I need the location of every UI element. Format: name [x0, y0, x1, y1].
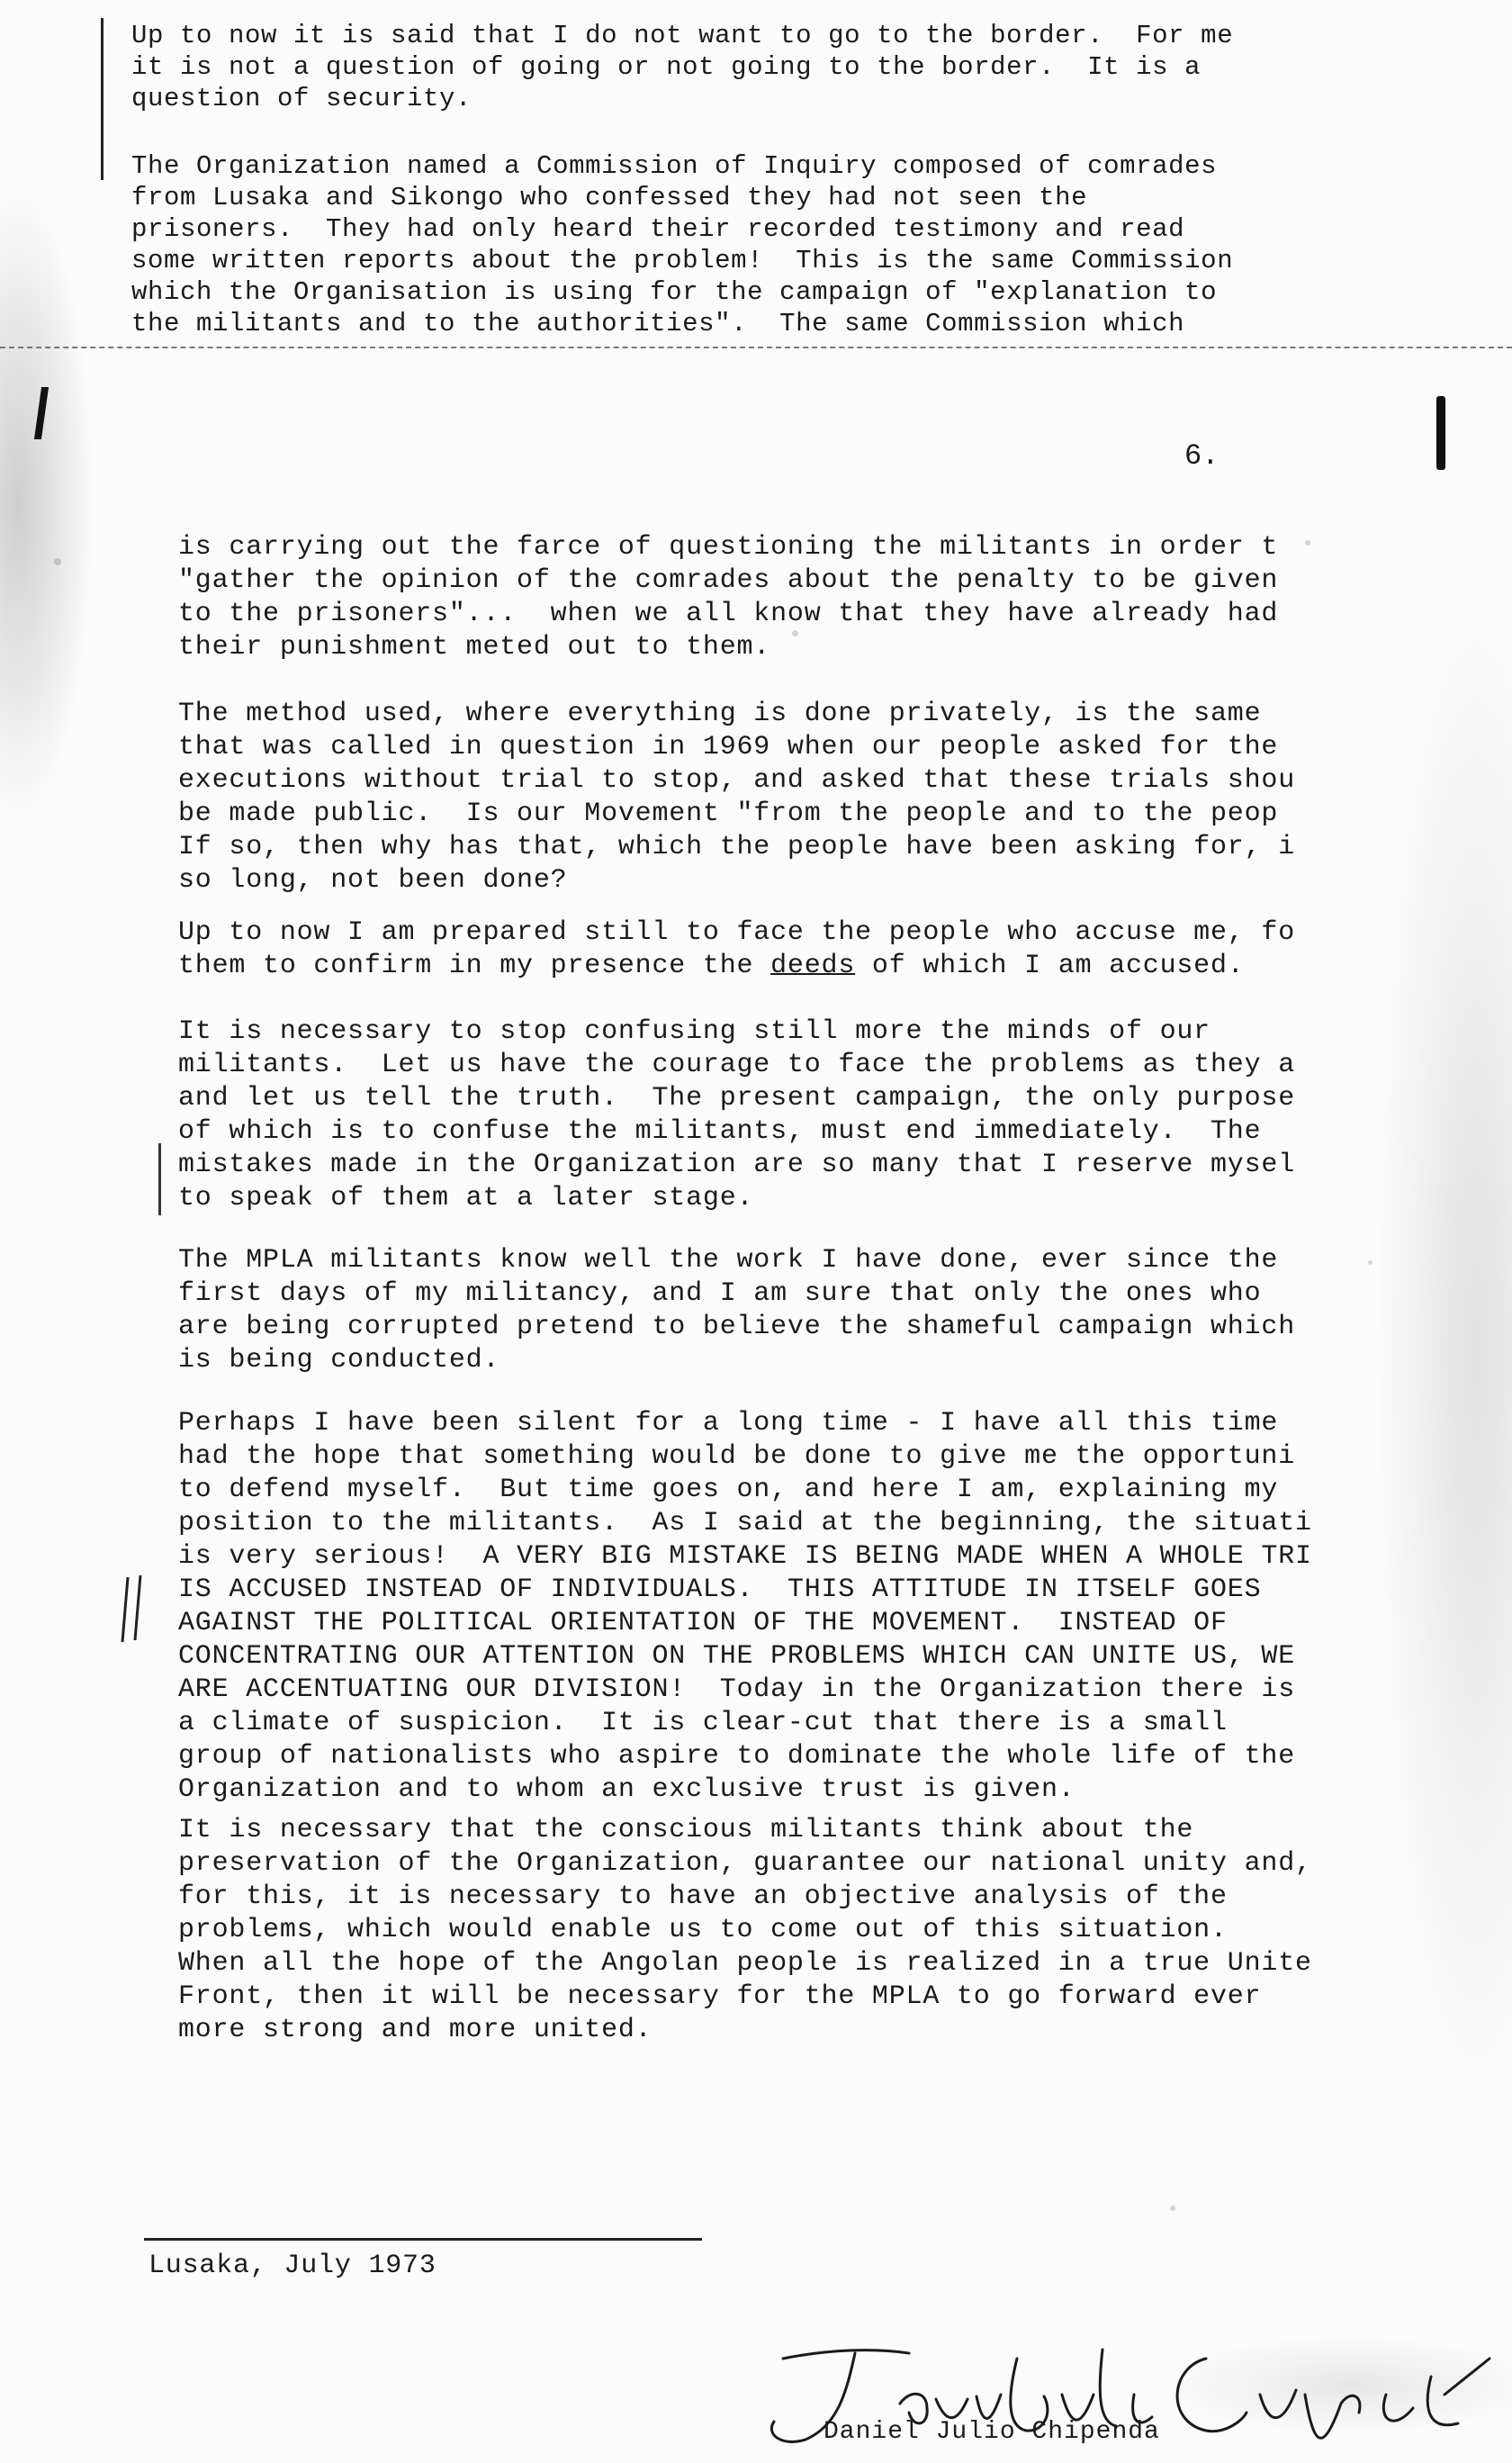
paragraph-2: The method used, where everything is done privately, is the same that was called in question in 1969 when our people asked for the executions without trial to stop, and asked that these trials shou be made public. Is our Movement "from the people and to the peop If so, then why has that, which the people have been asking for, i so long, not been done? — [178, 699, 1295, 896]
margin-handwritten-mark — [117, 1574, 153, 1646]
paste-tear-line — [0, 347, 1512, 354]
top-pasted-strip — [99, 11, 1494, 338]
strip-line: the militants and to the authorities". The same Commission which — [131, 309, 1185, 338]
paragraph-1: is carrying out the farce of questioning the militants in order t "gather the opinion of the comrades about the penalty to be given to the prisoners"... when we all know that they have already had their punishment meted out to them. — [178, 532, 1279, 663]
strip-line: it is not a question of going or not going to the border. It is a — [131, 52, 1202, 82]
caps-emphasis: ARE ACCENTUATING OUR DIVISION! — [178, 1674, 687, 1705]
margin-bracket — [101, 18, 104, 180]
caps-emphasis: A VERY BIG MISTAKE IS BEING MADE WHEN A WHOLE TRI — [482, 1541, 1312, 1572]
paragraph-6: Perhaps I have been silent for a long time - I have all this time had the hope that something would be done to give me the opportuni to defend myself. But time goes on, and here I am, explaining my position to the militants. As I said at the beginning, the situati is very serious! A VERY BIG MISTAKE IS BEING MADE WHEN A WHOLE TRI IS ACCUSED INSTEAD OF INDIVIDUALS. THIS ATTITUDE IN ITSELF GOES AGAINST THE POLITICAL ORIENTATION OF THE MOVEMENT. INSTEAD OF CONCENTRATING OUR ATTENTION ON THE PROBLEMS WHICH CAN UNITE US, WE ARE ACCENTUATING OUR DIVISION! Today in the Organization there is a climate of suspicion. It is clear-cut that there is a small group of nationalists who aspire to dominate the whole life of the Organization and to whom an exclusive trust is given. — [178, 1408, 1312, 1805]
strip-line: some written reports about the problem! This is the same Commission — [131, 246, 1234, 275]
page-number: 6. — [1184, 439, 1220, 473]
scan-speckle — [54, 558, 61, 565]
caps-emphasis: IS ACCUSED INSTEAD OF INDIVIDUALS. THIS ATTITUDE IN ITSELF GOES — [178, 1574, 1262, 1605]
strip-line: question of security. — [131, 84, 472, 113]
strip-line: The Organization named a Commission of Inquiry composed of comrades — [131, 151, 1218, 181]
strip-line: which the Organisation is using for the campaign of "explanation to — [131, 277, 1218, 307]
scan-speckle — [792, 630, 798, 636]
paragraph-7: It is necessary that the conscious militants think about the preservation of the Organization, guarantee our national unity and, for this, it is necessary to have an objective analysis of the problems, which would enable us to come out of this situation. When all the hope of the Angolan people is realized in a true Unite Front, then it will be necessary for the MPLA to go forward ever more strong and more united. — [178, 1815, 1312, 2045]
signature-rule — [144, 2238, 702, 2241]
scan-speckle — [1170, 2206, 1175, 2211]
paragraph-3: Up to now I am prepared still to face the people who accuse me, fo them to confirm in my presence the deeds of which I am accused. — [178, 917, 1295, 981]
place-date: Lusaka, July 1973 — [148, 2251, 436, 2281]
underlined-word: deeds — [770, 951, 856, 981]
scan-speckle — [1305, 540, 1310, 546]
strip-line: Up to now it is said that I do not want to go to the border. For me — [131, 21, 1234, 50]
strip-line: from Lusaka and Sikongo who confessed they had not seen the — [131, 183, 1088, 212]
left-margin-mark — [34, 387, 49, 439]
caps-emphasis: CONCENTRATING OUR ATTENTION ON THE PROBLEMS WHICH CAN UNITE US, WE — [178, 1641, 1295, 1672]
signer-name: Daniel Julio Chipenda — [824, 2418, 1160, 2446]
paragraph-4: It is necessary to stop confusing still more the minds of our militants. Let us have the courage to face the problems as they a and let us tell the truth. The present campaign, the only purpose of which is to confuse the militants, must end immediately. The mistakes made in the Organization are so many that I reserve mysel to speak of them at a later stage. — [178, 1016, 1295, 1213]
scan-speckle — [1368, 1260, 1372, 1265]
right-margin-mark — [1436, 396, 1445, 470]
margin-bar — [158, 1143, 161, 1215]
paragraph-5: The MPLA militants know well the work I have done, ever since the first days of my militancy, and I am sure that only the ones who are being corrupted pretend to believe the shameful campaign which is being conducted. — [178, 1245, 1295, 1376]
caps-emphasis: AGAINST THE POLITICAL ORIENTATION OF THE MOVEMENT. INSTEAD OF — [178, 1608, 1228, 1638]
strip-line: prisoners. They had only heard their recorded testimony and read — [131, 214, 1185, 244]
